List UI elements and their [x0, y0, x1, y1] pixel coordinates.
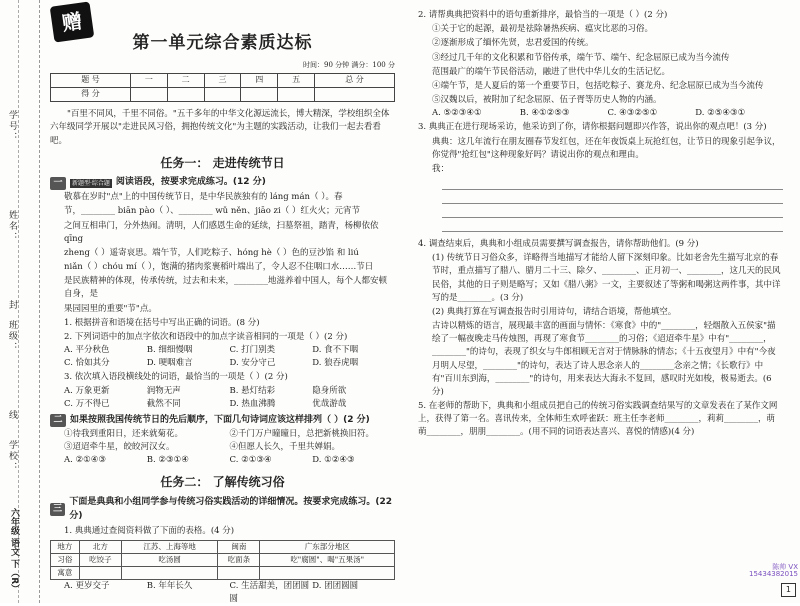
score-cell[interactable]: [278, 88, 315, 102]
table-header: 地方: [51, 541, 80, 554]
option[interactable]: 润物无声: [146, 385, 181, 396]
table-cell: 吃面条: [218, 554, 260, 567]
option[interactable]: 隐身所欲: [312, 385, 347, 396]
section-number: 二: [50, 414, 66, 427]
option[interactable]: A. 更岁交子: [64, 581, 110, 592]
order-options: [418, 107, 783, 120]
option[interactable]: A. 平分秋色: [64, 345, 110, 356]
table-options: [50, 580, 395, 606]
passage-line: 节，________ biān pào（ ）、________ wǔ něn、jiāo zi（ ）红火火；元宵节: [64, 206, 360, 217]
option[interactable]: B. 细细慢咽: [146, 345, 193, 356]
answer-cell[interactable]: [260, 567, 395, 580]
option[interactable]: C. 生活甜美，团团圆圆: [229, 581, 310, 605]
option[interactable]: A. 万象更新: [64, 385, 110, 396]
option[interactable]: C. ②①③④: [229, 455, 272, 466]
passage-line: 果园园里的重要"节"点。: [64, 303, 157, 314]
section-number: 一: [50, 177, 66, 190]
binding-label-id: 学号：: [6, 110, 17, 143]
binding-label-name: 姓名：: [6, 210, 17, 243]
poem-line: ①待我到重阳日，还来就菊花。: [64, 428, 184, 439]
order-item: ④端午节，是人夏后的第一个重要节日，包括吃粽子、赛龙舟、纪念屈原已成为当今流传: [432, 80, 764, 91]
score-head: 四: [241, 74, 278, 88]
q2-options-row: [50, 344, 395, 357]
poem-line: ②千门万户曈曈日，总把新桃换旧符。: [229, 428, 375, 439]
question-4-1: (1) 传统节日习俗众多，详略得当地描写才能给人留下深刻印象。比如老舍先生描写北京的春节时，重点描写了腊八、腊月二十三、除夕、________、正月初一、________，这几天的民风民俗，其他的日子则是略写；又如《腊八粥》一文，主要叙述了等粥和喝粥这两件事，其中详写的是________。(3 分): [432, 253, 781, 303]
binding-margin: [0, 0, 40, 603]
table-header: 闽南: [218, 541, 260, 554]
option[interactable]: 优哉游哉: [312, 398, 347, 409]
intro-text: "百里不同风，千里不同俗。"五千多年的中华文化源远流长，博大精深，学校组织全体六年级同学开展以"走进民风习俗，拥抱传统文化"为主题的实践活动，让我们一起去看看吧。: [50, 109, 390, 146]
grade-side-label: 六年级 语文 下（R）: [8, 507, 19, 593]
binding-label-seal: 封: [6, 300, 17, 311]
q3-options-row: [50, 398, 395, 411]
poem-options: [50, 454, 395, 467]
order-item: ②逐渐形成了缅怀先贤，忠君爱国的传统。: [432, 38, 594, 49]
option[interactable]: D. 热血沸腾: [229, 398, 276, 409]
task2-title: 任务二： 了解传统习俗: [160, 475, 285, 490]
poem-row: [50, 428, 395, 441]
score-head: 总 分: [315, 74, 395, 88]
option[interactable]: C. 打门别类: [229, 345, 276, 356]
passage-line: zheng（ ）遥寄哀思。端午节，人们吃粽子、hóng hè（ ）色的豆沙馅 和 liú: [64, 247, 359, 258]
score-table: [50, 73, 395, 102]
option[interactable]: D. ②⑤④③①: [695, 108, 746, 119]
passage-line: 敬慕在岁时"点"上的中国传统节日，是中华民族独有的 láng mán（ ）。春: [64, 192, 343, 203]
poem-row: [50, 441, 395, 454]
answer-cell[interactable]: [218, 567, 260, 580]
question-3: 3. 依次填入语段横线处的词语，最恰当的一项是（ ）(2 分): [64, 372, 288, 383]
question-type-tag: 新题型·综合题: [72, 179, 110, 187]
score-cell[interactable]: [204, 88, 241, 102]
order-item: ③经过几千年的文化积累和节俗传承，端午节、端午、纪念屈原已成为当今流传: [432, 52, 730, 63]
section-2-heading: [50, 414, 395, 428]
option[interactable]: B. ②③①④: [146, 455, 189, 466]
score-cell[interactable]: [130, 88, 167, 102]
passage-line: 之间互相串门，分外热闹。清明，人们感恩生命的延续，扫墓祭祖，踏青，杨柳依依 qīng: [64, 220, 379, 244]
score-head: 二: [167, 74, 204, 88]
option[interactable]: D. 食不下咽: [312, 345, 359, 356]
page-title: 第一单元综合素质达标: [132, 33, 313, 53]
table-cell: 吃饺子: [79, 554, 121, 567]
right-column: [418, 8, 783, 440]
exam-meta: 时间：90 分钟 满分：100 分: [303, 61, 395, 70]
score-cell[interactable]: [167, 88, 204, 102]
stamp-line: 陈帅 VX: [772, 562, 798, 571]
score-cell[interactable]: [315, 88, 395, 102]
watermark-stamp: [749, 564, 798, 579]
left-column: [50, 8, 395, 606]
score-cell[interactable]: [241, 88, 278, 102]
binding-label-class: 班级：: [6, 320, 17, 353]
option[interactable]: B. 悬灯结彩: [229, 385, 276, 396]
section-title: 如果按照我国传统节日的先后顺序，下面几句诗词应该这样排列（ ）(2 分): [70, 414, 370, 425]
interview-answer-label: 我：: [432, 163, 450, 174]
table-header: 广东部分地区: [260, 541, 395, 554]
order-item: ⑤汉魏以后，被附加了纪念屈原、伍子胥等历史人物的内涵。: [432, 95, 662, 106]
question-1: 1. 根据拼音和语境在括号中写出正确的词语。(8 分): [64, 317, 260, 328]
option[interactable]: A. ②①④③: [64, 455, 107, 466]
section-1-heading: [50, 176, 395, 190]
section-number: 三: [50, 503, 65, 516]
poem-line: ④但愿人长久，千里共婵娟。: [229, 442, 341, 453]
table-header: 北方: [79, 541, 121, 554]
option[interactable]: C. ④③②⑤①: [607, 108, 658, 119]
table-cell: 寓意: [51, 567, 80, 580]
q3-options-row: [50, 385, 395, 398]
option[interactable]: D. 狼吞虎咽: [312, 358, 359, 369]
section-3-heading: [50, 496, 395, 524]
answer-cell[interactable]: [122, 567, 218, 580]
task2-question-1: 1. 典典通过查阅资料做了下面的表格。(4 分): [64, 525, 235, 536]
passage-line: niǎn（ ）chóu mí（ ），饱满的猪肉浆裹稻叶端出了，令人忍不住咽口水……节日: [64, 262, 374, 273]
binding-label-line: 线: [6, 410, 17, 421]
answer-line[interactable]: [442, 190, 783, 204]
section-title: 阅读语段，按要求完成练习。(12 分): [115, 177, 266, 188]
question-2-order: 2. 请帮典典把资料中的语句重新排序，最恰当的一项是（ ）(2 分): [418, 10, 668, 20]
passage: [50, 191, 395, 316]
question-4-report: 4. 调查结束后，典典和小组成员需要撰写调查报告，请你帮助他们。(9 分): [418, 239, 699, 250]
poem-fill-text: 古诗以精炼的语言，展现最丰富的画面与情怀：《寒食》中的"________，轻烟散入五侯家"描绘了一幅夜晚走马传烛图，再现了寒食节________的习俗；《迢迢牵牛星》中有"________，________"的诗句，表现了织女与牛郎相顾无言对于情脉脉的情态；《十五夜望月》中有"今夜月明人尽望，________"的诗句，表达了诗人思念亲人的________念亲之情；《长歌行》中有"百川东到海，________"的诗句，用来表达大海永不复回，感叹时光如梭，极易逝去。(6 分): [432, 321, 776, 397]
question-4-2: (2) 典典打算在写调查报告时引用诗句，请结合语境，帮他填空。: [432, 306, 677, 317]
stamp-line: 15434382015: [749, 570, 798, 579]
option[interactable]: D. 哽咽难言: [146, 358, 193, 369]
score-head: 五: [278, 74, 315, 88]
score-row-label: 得 分: [51, 88, 131, 102]
option[interactable]: C. 恰如其分: [64, 358, 110, 369]
binding-label-school: 学校：: [6, 440, 17, 473]
table-cell: 吃汤圆: [122, 554, 218, 567]
order-item: ①关于它的起源，最初是祛除暑热疾病、瘟灾比恶的习俗。: [432, 24, 654, 35]
poem-line: ③迢迢牵牛星，皎皎河汉女。: [64, 442, 175, 453]
answer-cell[interactable]: [79, 567, 121, 580]
gift-badge: 赠: [50, 1, 95, 42]
score-head: 三: [204, 74, 241, 88]
question-2: 2. 下列词语中的加点字依次和语段中的加点字读音相同的一项是（ ）(2 分): [64, 331, 348, 342]
page-number: 1: [781, 583, 796, 597]
option[interactable]: 截然不同: [146, 398, 181, 409]
question-3-interview: 3. 典典正在进行现场采访，他采访到了你，请你根据问题即兴作答，说出你的观点吧！(3 分): [418, 122, 767, 133]
option[interactable]: B. ④①②⑤③: [519, 108, 570, 119]
answer-line[interactable]: [442, 204, 783, 218]
score-head: 题 号: [51, 74, 131, 88]
answer-line[interactable]: [442, 176, 783, 190]
option[interactable]: A. ⑤②③④①: [432, 108, 482, 119]
option[interactable]: C. 万不得已: [64, 398, 110, 409]
answer-line[interactable]: [442, 218, 783, 232]
score-head: 一: [130, 74, 167, 88]
interview-dialog: 典典：这几年流行在朋友圈春节发红包，还在年夜饭桌上玩抢红包，让节日的现象引起争议，你觉得"抢红包"这种现象好吗？请说出你的观点和理由。: [432, 136, 781, 160]
order-items: [418, 23, 783, 107]
passage-line: 是民族精神的体现，传承传统，过去和未来，________地滋养着中国人，每个人都安顿自身，是: [64, 276, 388, 300]
option[interactable]: D. 安分守己: [229, 358, 276, 369]
section-title: 下面是典典和小组同学参与传统习俗实践活动的详细情况。按要求完成练习。(22 分): [69, 497, 393, 521]
option[interactable]: B. 年年长久: [146, 581, 193, 592]
task1-title: 任务一： 走进传统节日: [160, 155, 285, 170]
customs-table: [50, 540, 395, 580]
option[interactable]: D. 团团圆圆: [312, 581, 359, 592]
option[interactable]: D. ①②④③: [312, 455, 355, 466]
q2-options-row: [50, 357, 395, 370]
table-cell: 吃"腐圆"、喝"五果汤": [260, 554, 395, 567]
order-item: 范围最广的端午节民俗活动，融进了世代中华儿女的生活记忆。: [432, 66, 671, 77]
table-header: 江苏、上海等地: [122, 541, 218, 554]
question-5-emotion: 5. 在老师的帮助下，典典和小组成员把自己的传统习俗实践调查结果写的文章发表在了某作文网上，获得了第一名。喜讯传来，全体师生欢呼雀跃：班主任李老师________，莉莉________，萌萌________，朋朋________。(用不同的词语表达喜兴、喜悦的情感)(4 分): [418, 401, 778, 438]
table-cell: 习俗: [51, 554, 80, 567]
